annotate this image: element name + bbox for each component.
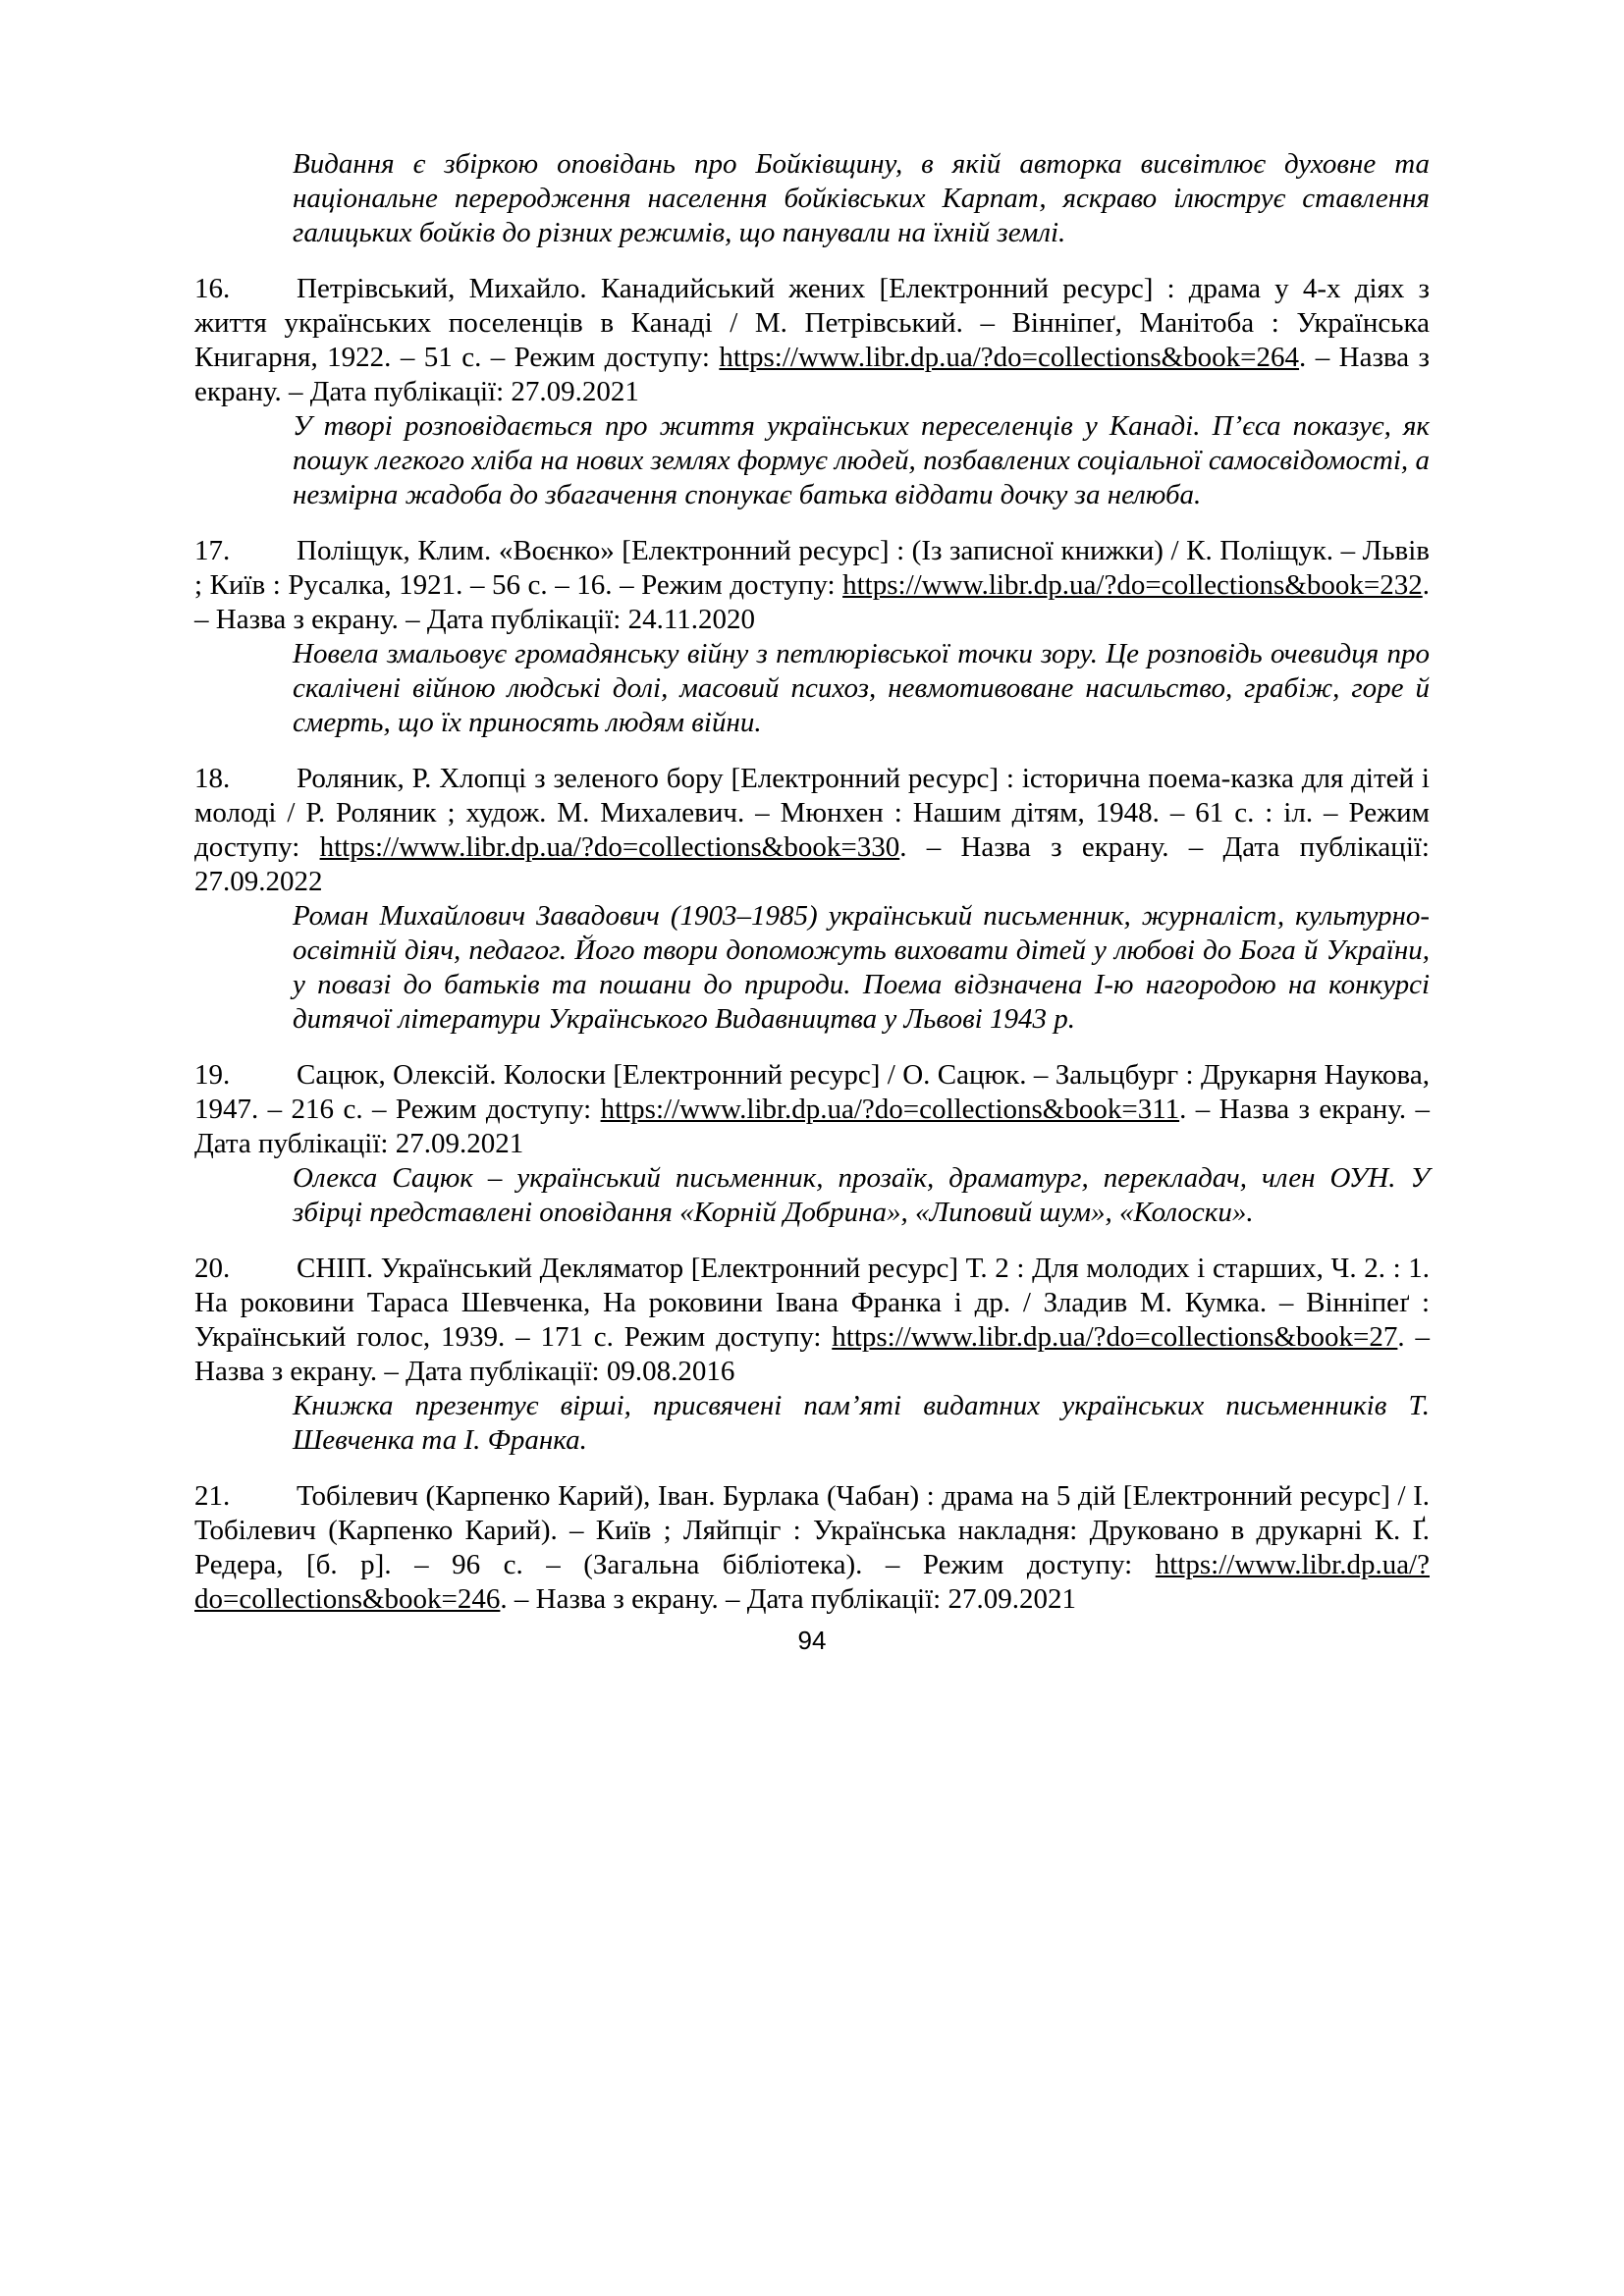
intro-annotation: Видання є збіркою оповідань про Бойківщину, в якій авторка висвітлює духовне та національне переродження населення бойківських Карпат, яскраво ілюструє ставлення галицьких бойків до різних режимів, що панували на їхній землі. [293, 148, 1430, 248]
entry-number: 18. [194, 763, 231, 794]
entry-citation [194, 1058, 1430, 1161]
citation-tail: . – Назва з екрану. – Дата публікації: 27.09.2022 [194, 831, 1430, 897]
citation-text: Петрівський, Михайло. Канадийський жених [Електронний ресурс] : драма у 4-х діях з життя українських поселенців в Канаді / М. Петрівський. – Вінніпеґ, Манітоба : Українська Книгарня, 1922. – 51 с. – Режим доступу: [194, 273, 1430, 373]
entry-annotation: Новела змальовує громадянську війну з петлюрівської точки зору. Це розповідь очевидця про скалічені війною людські долі, масовий психоз, невмотивоване насильство, грабіж, горе й смерть, що їх приносять людям війни. [293, 638, 1430, 738]
citation-text: Роляник, Р. Хлопці з зеленого бору [Електронний ресурс] : історична поема-казка для дітей і молоді / Р. Роляник ; худож. М. Михалевич. – Мюнхен : Нашим дітям, 1948. – 61 с. : іл. – Режим доступу: [194, 763, 1430, 863]
entry-16 [194, 272, 1430, 512]
entry-citation [194, 534, 1430, 637]
resource-link[interactable]: https://www.libr.dp.ua/?do=collections&book=232 [842, 569, 1423, 601]
entry-citation [194, 272, 1430, 409]
citation-text: СНІП. Український Декляматор [Електронний ресурс] Т. 2 : Для молодих і старших, Ч. 2. : 1. На роковини Тараса Шевченка, На роковини Івана Франка і др. / Зладив М. Кумка. – Вінніпеґ : Український голос, 1939. – 171 с. Режим доступу: [194, 1253, 1430, 1353]
entry-number: 21. [194, 1480, 231, 1512]
citation-text: Поліщук, Клим. «Воєнко» [Електронний ресурс] : (Із записної книжки) / К. Поліщук. – Львів ; Київ : Русалка, 1921. – 56 с. – 16. – Режим доступу: [194, 535, 1430, 601]
citation-text: Тобілевич (Карпенко Карий), Іван. Бурлака (Чабан) : драма на 5 дій [Електронний ресурс] / І. Тобілевич (Карпенко Карий). – Київ ; Ляйпціг : Українська накладня: Друковано в друкарні К. Ґ. Редера, [б. р]. – 96 с. – (Загальна бібліотека). – Режим доступу: [194, 1480, 1430, 1580]
content-column [194, 147, 1430, 1617]
citation-tail: . – Назва з екрану. – Дата публікації: 27.09.2021 [500, 1583, 1076, 1615]
entry-annotation: Книжка презентує вірші, присвячені пам’яті видатних українських письменників Т. Шевченка та І. Франка. [293, 1390, 1430, 1456]
entry-citation [194, 762, 1430, 899]
entry-number: 19. [194, 1059, 231, 1091]
entry-number: 17. [194, 535, 231, 566]
entry-annotation: У творі розповідається про життя українських переселенців у Канаді. П’єса показує, як пошук легкого хліба на нових землях формує людей, позбавлених соціальної самосвідомості, а незмірна жадоба до збагачення спонукає батька віддати дочку за нелюба. [293, 410, 1430, 510]
entry-18 [194, 762, 1430, 1037]
resource-link[interactable]: https://www.libr.dp.ua/?do=collections&book=264 [719, 342, 1300, 373]
citation-tail: . – Назва з екрану. – Дата публікації: 27.09.2021 [194, 1094, 1431, 1159]
resource-link[interactable]: https://www.libr.dp.ua/?do=collections&book=246 [194, 1549, 1430, 1615]
entry-citation [194, 1252, 1430, 1389]
entry-17 [194, 534, 1430, 740]
citation-tail: . – Назва з екрану. – Дата публікації: 27.09.2021 [194, 342, 1430, 407]
citation-text: Сацюк, Олексій. Колоски [Електронний ресурс] / О. Сацюк. – Зальцбург : Друкарня Наукова, 1947. – 216 с. – Режим доступу: [194, 1059, 1430, 1125]
resource-link[interactable]: https://www.libr.dp.ua/?do=collections&book=311 [600, 1094, 1180, 1125]
page-number: 94 [797, 1626, 827, 1655]
entry-number: 20. [194, 1253, 231, 1284]
entry-annotation: Олекса Сацюк – український письменник, прозаїк, драматург, перекладач, член ОУН. У збірці представлені оповідання «Корній Добрина», «Липовий шум», «Колоски». [293, 1162, 1430, 1228]
resource-link[interactable]: https://www.libr.dp.ua/?do=collections&book=330 [319, 831, 900, 863]
entry-19 [194, 1058, 1430, 1230]
entry-annotation: Роман Михайлович Завадович (1903–1985) український письменник, журналіст, культурно-освітній діяч, педагог. Його твори допоможуть виховати дітей у любові до Бога й України, у повазі до батьків та пошани до природи. Поема відзначена І-ю нагородою на конкурсі дитячої літератури Українського Видавництва у Львові 1943 р. [293, 900, 1430, 1035]
citation-tail: . – Назва з екрану. – Дата публікації: 24.11.2020 [194, 569, 1430, 635]
entry-21 [194, 1479, 1430, 1617]
entry-20 [194, 1252, 1430, 1458]
entry-number: 16. [194, 273, 231, 304]
entry-citation [194, 1479, 1430, 1617]
resource-link[interactable]: https://www.libr.dp.ua/?do=collections&book=27 [832, 1321, 1398, 1353]
citation-tail: . – Назва з екрану. – Дата публікації: 09.08.2016 [194, 1321, 1430, 1387]
